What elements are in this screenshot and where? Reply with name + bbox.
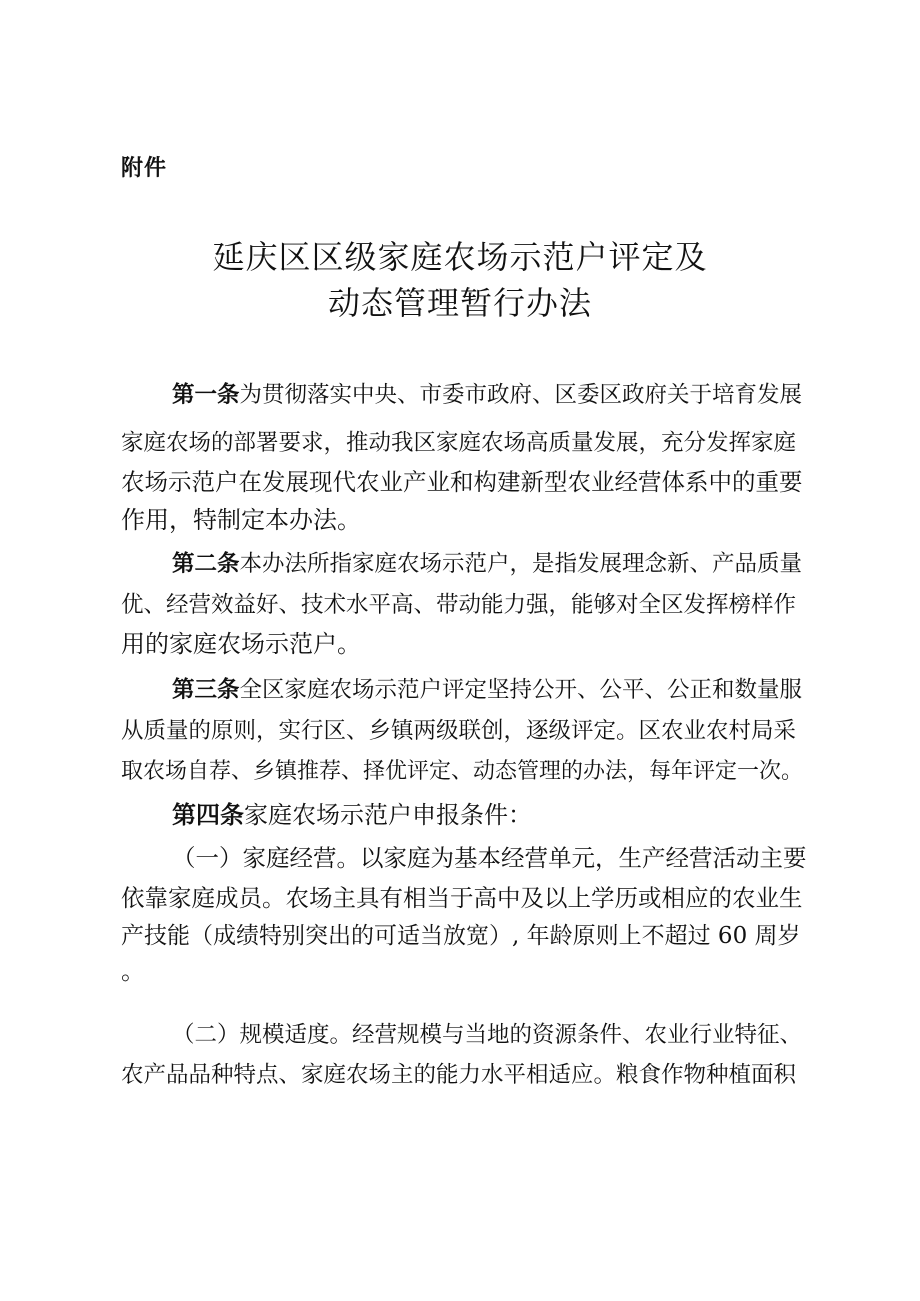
article-heading: 第三条 xyxy=(172,677,240,703)
article-line: 家庭农场的部署要求，推动我区家庭农场高质量发展，充分发挥家庭 xyxy=(121,430,797,456)
article-heading: 第一条 xyxy=(172,382,240,408)
article-line: 农场示范户在发展现代农业产业和构建新型农业经营体系中的重要 xyxy=(121,468,803,496)
article-line: 从质量的原则，实行区、乡镇两级联创，逐级评定。区农业农村局采 xyxy=(121,718,797,744)
item-line: 依靠家庭成员。农场主具有相当于高中及以上学历或相应的农业生 xyxy=(121,884,803,912)
article-text: 家庭农场示范户申报条件： xyxy=(244,801,532,829)
document-title-line-1: 延庆区区级家庭农场示范户评定及 xyxy=(212,238,708,276)
article-line: 作用，特制定本办法。 xyxy=(121,506,361,534)
item-line: 产技能（成绩特别突出的可适当放宽）, 年龄原则上不超过 60 周岁 xyxy=(121,923,801,949)
article-line: 优、经营效益好、技术水平高、带动能力强，能够对全区发挥榜样作 xyxy=(121,592,797,618)
item-line: （一）家庭经营。以家庭为基本经营单元，生产经营活动主要 xyxy=(172,844,807,872)
item-line: （二）规模适度。经营规模与当地的资源条件、农业行业特征、 xyxy=(172,1022,803,1048)
article-heading: 第二条 xyxy=(172,551,240,577)
article-text: 本办法所指家庭农场示范户，是指发展理念新、产品质量 xyxy=(239,551,803,577)
article-2-first-line xyxy=(172,549,802,579)
article-heading: 第四条 xyxy=(172,801,244,829)
article-3-first-line xyxy=(172,675,802,705)
article-4-first-line xyxy=(172,800,532,830)
article-1-first-line xyxy=(172,380,802,410)
article-line: 用的家庭农场示范户。 xyxy=(121,630,361,658)
article-text: 全区家庭农场示范户评定坚持公开、公平、公正和数量服 xyxy=(239,677,803,703)
attachment-label: 附件 xyxy=(121,156,168,181)
article-line: 取农场自荐、乡镇推荐、择优评定、动态管理的办法，每年评定一次。 xyxy=(121,759,804,784)
article-text: 为贯彻落实中央、市委市政府、区委区政府关于培育发展 xyxy=(239,382,803,408)
item-line: 农产品品种特点、家庭农场主的能力水平相适应。粮食作物种植面积 xyxy=(121,1062,797,1088)
item-line: 。 xyxy=(121,957,145,985)
document-title-line-2: 动态管理暂行办法 xyxy=(327,284,592,322)
